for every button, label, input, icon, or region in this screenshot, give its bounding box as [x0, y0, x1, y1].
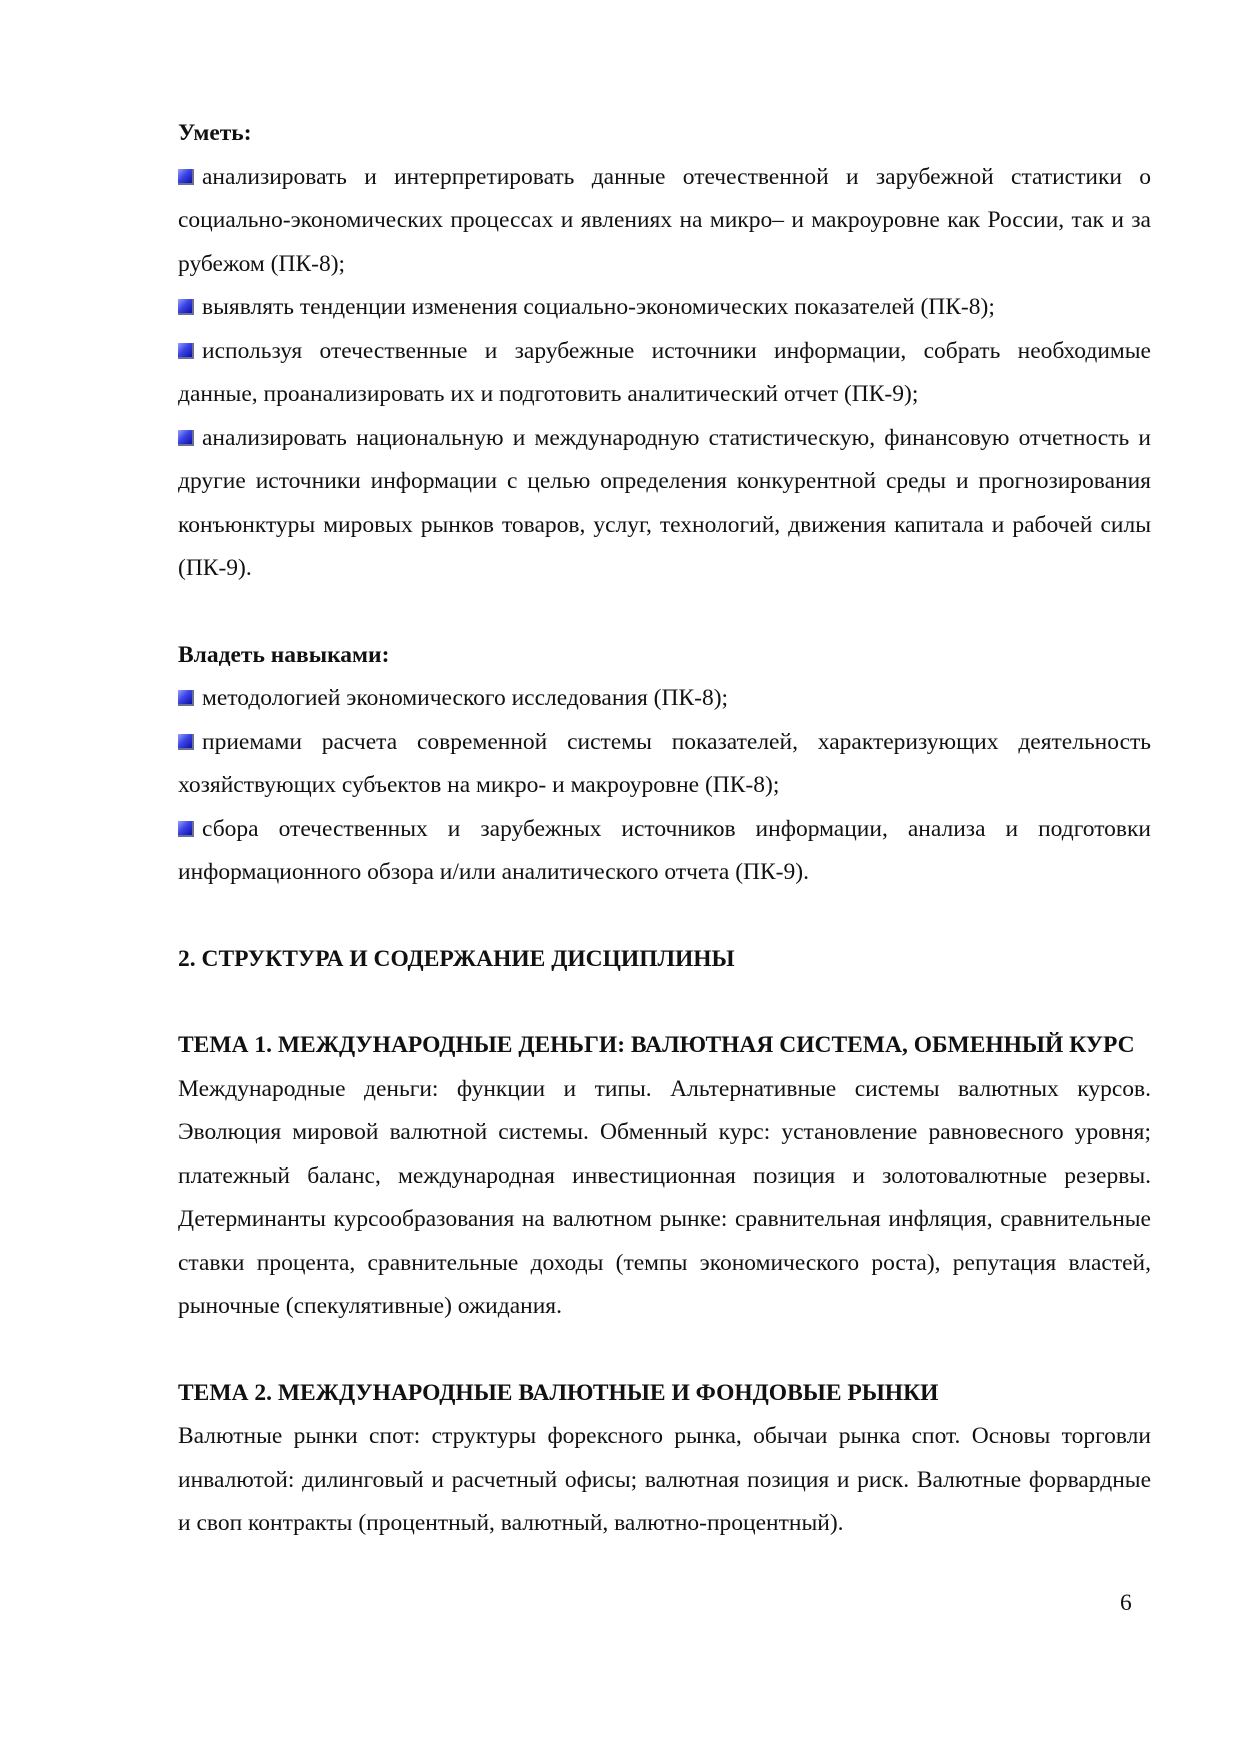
square-bullet-icon [178, 821, 194, 837]
square-bullet-icon [178, 430, 194, 446]
abilities-heading: Владеть навыками: [178, 641, 390, 668]
list-item [178, 156, 1151, 287]
spacer [178, 1329, 1151, 1372]
spacer [178, 895, 1151, 938]
list-item-text: анализировать национальную и международную статистическую, финансовую отчетность и другие источники информации с целью определения конкурентной среды и прогнозирования конъюнктуры мировых рынков товаров, услуг, технологий, движения капитала и рабочей силы (ПК-9). [178, 424, 1151, 581]
list-item-text: методологией экономического исследования (ПК-8); [202, 685, 729, 711]
list-item [178, 286, 1151, 330]
skills-list [178, 156, 1151, 591]
list-item-text: сбора отечественных и зарубежных источников информации, анализа и подготовки информационного обзора и/или аналитического отчета (ПК-9). [178, 815, 1151, 885]
skills-heading: Уметь: [178, 120, 252, 146]
square-bullet-icon [178, 299, 194, 315]
document-page [178, 112, 1151, 1546]
list-item-text: анализировать и интерпретировать данные отечественной и зарубежной статистики о социально-экономических процессах и явлениях на микро– и макроуровне как России, так и за рубежом (ПК-8); [178, 163, 1151, 277]
list-item-text: выявлять тенденции изменения социально-экономических показателей (ПК-8); [202, 294, 995, 320]
section-heading: 2. СТРУКТУРА И СОДЕРЖАНИЕ ДИСЦИПЛИНЫ [178, 945, 735, 972]
topic-2-title: ТЕМА 2. МЕЖДУНАРОДНЫЕ ВАЛЮТНЫЕ И ФОНДОВЫЕ РЫНКИ [178, 1379, 939, 1406]
list-item [178, 417, 1151, 591]
list-item-text: используя отечественные и зарубежные источники информации, собрать необходимые данные, проанализировать их и подготовить аналитический отчет (ПК-9); [178, 337, 1151, 407]
square-bullet-icon [178, 169, 194, 185]
topic-1-body: Международные деньги: функции и типы. Альтернативные системы валютных курсов. Эволюция мировой валютной системы. Обменный курс: установление равновесного уровня; платежный баланс, международная инвестиционная позиция и золотовалютные резервы. Детерминанты курсообразования на валютном рынке: сравнительная инфляция, сравнительные ставки процента, сравнительные доходы (темпы экономического роста), репутация властей, рыночные (спекулятивные) ожидания. [178, 1075, 1151, 1319]
topic-2-body: Валютные рынки спот: структуры форексного рынка, обычаи рынка спот. Основы торговли инвалютой: дилинговый и расчетный офисы; валютная позиция и риск. Валютные форвардные и своп контракты (процентный, валютный, валютно-процентный). [178, 1423, 1151, 1536]
list-item [178, 677, 1151, 721]
spacer [178, 591, 1151, 634]
square-bullet-icon [178, 690, 194, 706]
abilities-list [178, 677, 1151, 895]
square-bullet-icon [178, 343, 194, 359]
page-number: 6 [1120, 1590, 1132, 1616]
topic-1-title: ТЕМА 1. МЕЖДУНАРОДНЫЕ ДЕНЬГИ: ВАЛЮТНАЯ СИСТЕМА, ОБМЕННЫЙ КУРС [178, 1032, 1135, 1058]
spacer [178, 981, 1151, 1024]
list-item-text: приемами расчета современной системы показателей, характеризующих деятельность хозяйствующих субъектов на микро- и макроуровне (ПК-8); [178, 728, 1151, 798]
list-item [178, 721, 1151, 808]
list-item [178, 808, 1151, 895]
list-item [178, 330, 1151, 417]
square-bullet-icon [178, 734, 194, 750]
